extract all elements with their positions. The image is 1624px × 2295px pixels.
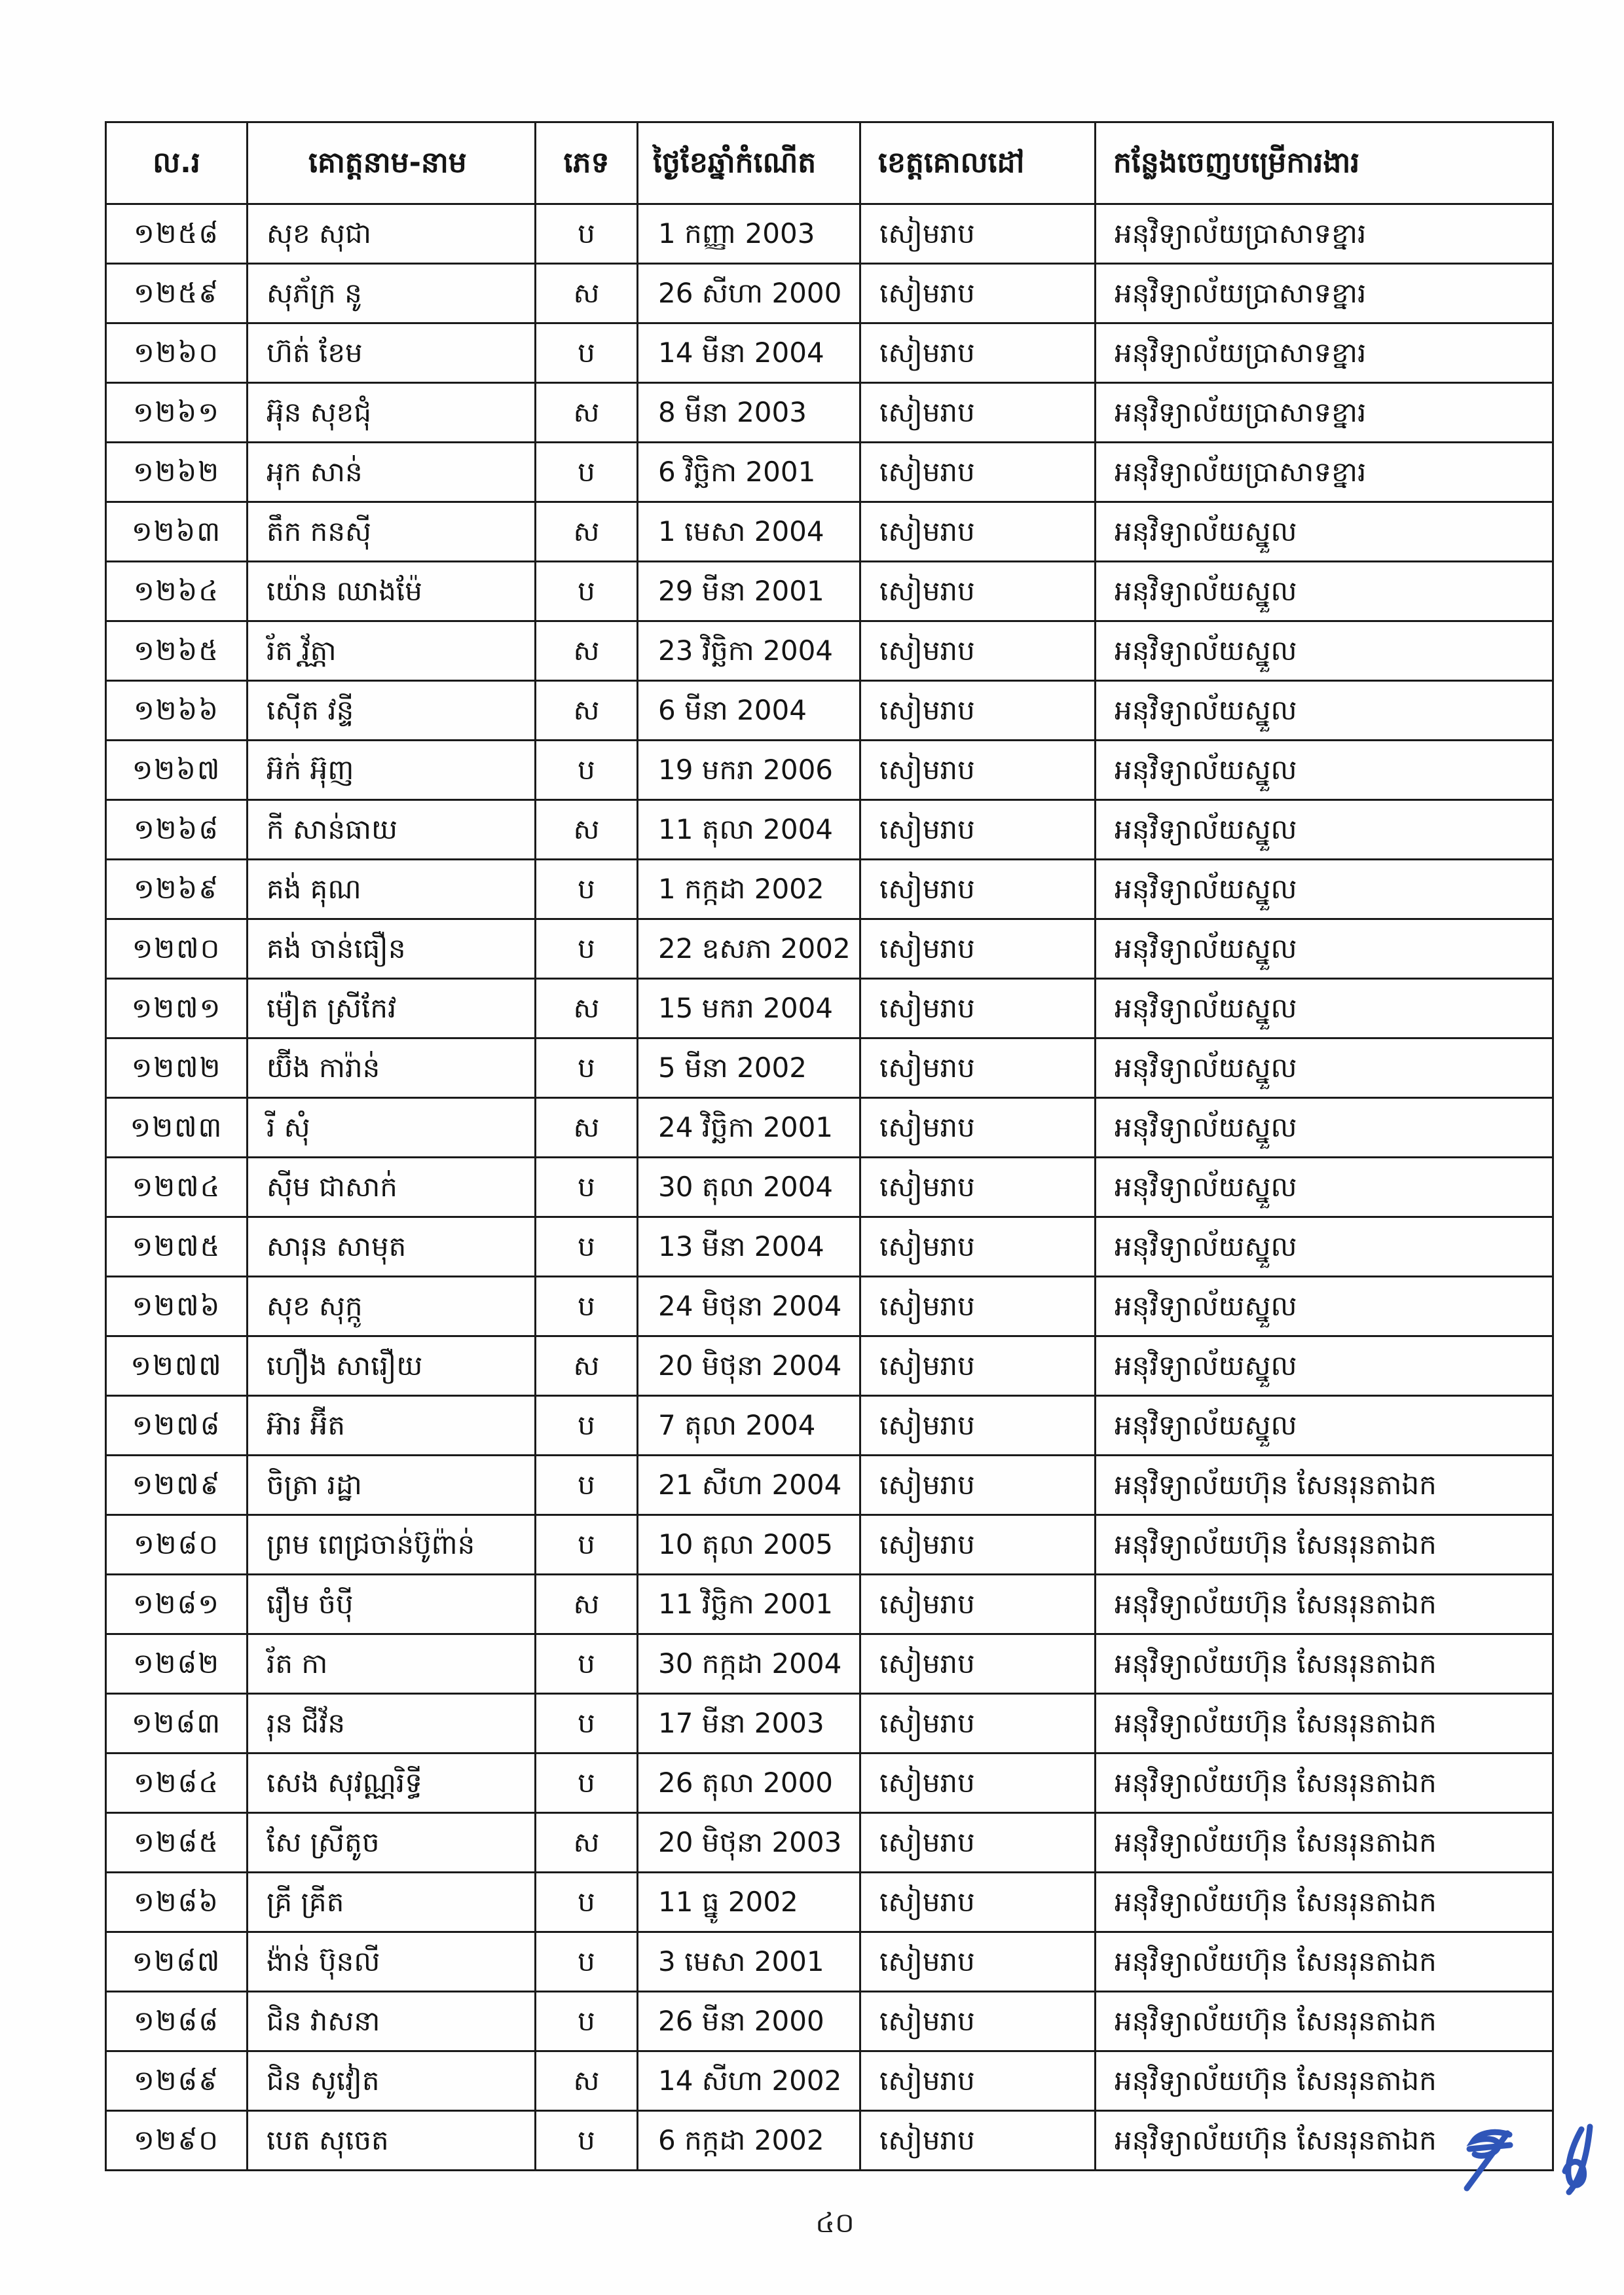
- row-dob-cell: 26 តុលា 2000: [638, 1753, 860, 1813]
- row-name-cell: ហ៊ត់ ខែម: [248, 323, 536, 383]
- table-row: [106, 1277, 1553, 1336]
- row-province-cell: សៀមរាប: [860, 443, 1096, 502]
- table-row: [106, 1038, 1553, 1098]
- row-workplace-cell: អនុវិទ្យាល័យហ៊ុន សែនរុនតាឯក: [1096, 1932, 1553, 1992]
- table-row: [106, 1217, 1553, 1277]
- row-province-cell: សៀមរាប: [860, 1753, 1096, 1813]
- row-province-cell: សៀមរាប: [860, 1038, 1096, 1098]
- row-no-cell: ១២៥៨: [106, 204, 248, 264]
- row-name-cell: ព្រម ពេជ្រចាន់ប៊ូព៉ាន់: [248, 1515, 536, 1575]
- row-no-cell: ១២៨៥: [106, 1813, 248, 1873]
- row-dob-cell: 30 កក្កដា 2004: [638, 1634, 860, 1694]
- table-row: [106, 1336, 1553, 1396]
- row-province-cell: សៀមរាប: [860, 1575, 1096, 1634]
- row-no-cell: ១២៦៦: [106, 681, 248, 741]
- row-no-cell: ១២៦៣: [106, 502, 248, 562]
- row-gender-cell: ប: [536, 919, 638, 979]
- row-dob-cell: 11 វិច្ឆិកា 2001: [638, 1575, 860, 1634]
- row-province-cell: សៀមរាប: [860, 1158, 1096, 1217]
- table-row: [106, 204, 1553, 264]
- row-no-cell: ១២៧៣: [106, 1098, 248, 1158]
- row-name-cell: រុន ជីវ័ន: [248, 1694, 536, 1753]
- row-province-cell: សៀមរាប: [860, 979, 1096, 1038]
- table-row: [106, 1694, 1553, 1753]
- row-name-cell: អ៊ុន សុខជុំ: [248, 383, 536, 443]
- row-dob-cell: 26 មីនា 2000: [638, 1992, 860, 2051]
- row-gender-cell: ស: [536, 979, 638, 1038]
- row-gender-cell: ស: [536, 800, 638, 860]
- row-no-cell: ១២៨៧: [106, 1932, 248, 1992]
- row-no-cell: ១២៨៣: [106, 1694, 248, 1753]
- row-workplace-cell: អនុវិទ្យាល័យស្នួល: [1096, 1038, 1553, 1098]
- header-gender: ភេទ: [536, 122, 638, 204]
- row-gender-cell: ស: [536, 1336, 638, 1396]
- row-province-cell: សៀមរាប: [860, 2051, 1096, 2111]
- row-gender-cell: ប: [536, 1753, 638, 1813]
- row-no-cell: ១២៦៥: [106, 621, 248, 681]
- table-row: [106, 443, 1553, 502]
- row-dob-cell: 6 វិច្ឆិកា 2001: [638, 443, 860, 502]
- row-name-cell: ចិត្រា រដ្ឋា: [248, 1456, 536, 1515]
- row-province-cell: សៀមរាប: [860, 323, 1096, 383]
- row-no-cell: ១២៦១: [106, 383, 248, 443]
- row-workplace-cell: អនុវិទ្យាល័យហ៊ុន សែនរុនតាឯក: [1096, 1813, 1553, 1873]
- row-gender-cell: ស: [536, 1813, 638, 1873]
- row-no-cell: ១២៨២: [106, 1634, 248, 1694]
- row-dob-cell: 3 មេសា 2001: [638, 1932, 860, 1992]
- row-province-cell: សៀមរាប: [860, 1396, 1096, 1456]
- row-name-cell: សេង សុវណ្ណរិទ្ធី: [248, 1753, 536, 1813]
- row-workplace-cell: អនុវិទ្យាល័យស្នួល: [1096, 502, 1553, 562]
- table-row: [106, 1813, 1553, 1873]
- header-workplace: កន្លែងចេញបម្រើការងារ: [1096, 122, 1553, 204]
- row-workplace-cell: អនុវិទ្យាល័យស្នួល: [1096, 562, 1553, 621]
- row-no-cell: ១២៧៤: [106, 1158, 248, 1217]
- row-name-cell: អុក សាន់: [248, 443, 536, 502]
- row-gender-cell: ស: [536, 621, 638, 681]
- row-no-cell: ១២៨០: [106, 1515, 248, 1575]
- table-row: [106, 919, 1553, 979]
- row-workplace-cell: អនុវិទ្យាល័យស្នួល: [1096, 1158, 1553, 1217]
- row-name-cell: ជិន វាសនា: [248, 1992, 536, 2051]
- row-province-cell: សៀមរាប: [860, 1634, 1096, 1694]
- row-workplace-cell: អនុវិទ្យាល័យហ៊ុន សែនរុនតាឯក: [1096, 1873, 1553, 1932]
- table-row: [106, 2051, 1553, 2111]
- table-row: [106, 1158, 1553, 1217]
- row-gender-cell: ប: [536, 1873, 638, 1932]
- row-no-cell: ១២៧០: [106, 919, 248, 979]
- row-dob-cell: 1 កញ្ញា 2003: [638, 204, 860, 264]
- row-workplace-cell: អនុវិទ្យាល័យស្នួល: [1096, 1098, 1553, 1158]
- row-province-cell: សៀមរាប: [860, 800, 1096, 860]
- row-gender-cell: ស: [536, 681, 638, 741]
- row-workplace-cell: អនុវិទ្យាល័យស្នួល: [1096, 1396, 1553, 1456]
- row-name-cell: សារុន សាមុត: [248, 1217, 536, 1277]
- row-province-cell: សៀមរាប: [860, 919, 1096, 979]
- row-workplace-cell: អនុវិទ្យាល័យស្នួល: [1096, 1277, 1553, 1336]
- row-workplace-cell: អនុវិទ្យាល័យហ៊ុន សែនរុនតាឯក: [1096, 1515, 1553, 1575]
- row-gender-cell: ប: [536, 1396, 638, 1456]
- row-dob-cell: 6 មីនា 2004: [638, 681, 860, 741]
- row-gender-cell: ប: [536, 1634, 638, 1694]
- table-row: [106, 562, 1553, 621]
- row-province-cell: សៀមរាប: [860, 2111, 1096, 2171]
- row-province-cell: សៀមរាប: [860, 1515, 1096, 1575]
- row-dob-cell: 24 មិថុនា 2004: [638, 1277, 860, 1336]
- row-no-cell: ១២៦៧: [106, 741, 248, 800]
- row-name-cell: អ៊ារ អ៊ីត: [248, 1396, 536, 1456]
- row-province-cell: សៀមរាប: [860, 1277, 1096, 1336]
- table-row: [106, 2111, 1553, 2171]
- row-no-cell: ១២៦៩: [106, 860, 248, 919]
- row-dob-cell: 21 សីហា 2004: [638, 1456, 860, 1515]
- header-name: គោត្តនាម-នាម: [248, 122, 536, 204]
- row-gender-cell: ប: [536, 741, 638, 800]
- row-gender-cell: ស: [536, 502, 638, 562]
- table-row: [106, 1396, 1553, 1456]
- row-name-cell: គង់ គុណ: [248, 860, 536, 919]
- row-no-cell: ១២៧៧: [106, 1336, 248, 1396]
- row-no-cell: ១២៦៨: [106, 800, 248, 860]
- row-workplace-cell: អនុវិទ្យាល័យហ៊ុន សែនរុនតាឯក: [1096, 1753, 1553, 1813]
- row-gender-cell: ស: [536, 1098, 638, 1158]
- row-workplace-cell: អនុវិទ្យាល័យស្នួល: [1096, 919, 1553, 979]
- table-row: [106, 621, 1553, 681]
- row-gender-cell: ប: [536, 1515, 638, 1575]
- row-workplace-cell: អនុវិទ្យាល័យស្នួល: [1096, 1336, 1553, 1396]
- row-workplace-cell: អនុវិទ្យាល័យស្នួល: [1096, 1217, 1553, 1277]
- row-gender-cell: ប: [536, 443, 638, 502]
- row-province-cell: សៀមរាប: [860, 860, 1096, 919]
- row-dob-cell: 24 វិច្ឆិកា 2001: [638, 1098, 860, 1158]
- table-row: [106, 1753, 1553, 1813]
- row-name-cell: ស៊ើត វន្ទី: [248, 681, 536, 741]
- row-workplace-cell: អនុវិទ្យាល័យហ៊ុន សែនរុនតាឯក: [1096, 1634, 1553, 1694]
- row-gender-cell: ស: [536, 264, 638, 323]
- row-name-cell: តឹក កនសុី: [248, 502, 536, 562]
- row-workplace-cell: អនុវិទ្យាល័យស្នួល: [1096, 621, 1553, 681]
- row-workplace-cell: អនុវិទ្យាល័យហ៊ុន សែនរុនតាឯក: [1096, 1992, 1553, 2051]
- table-row: [106, 1873, 1553, 1932]
- header-dob: ថ្ងៃខែឆ្នាំកំណើត: [638, 122, 860, 204]
- row-no-cell: ១២៧២: [106, 1038, 248, 1098]
- row-workplace-cell: អនុវិទ្យាល័យហ៊ុន សែនរុនតាឯក: [1096, 2111, 1553, 2171]
- row-no-cell: ១២៨៤: [106, 1753, 248, 1813]
- row-gender-cell: ប: [536, 2111, 638, 2171]
- row-name-cell: ជិន សូវៀត: [248, 2051, 536, 2111]
- table-row: [106, 1575, 1553, 1634]
- row-province-cell: សៀមរាប: [860, 681, 1096, 741]
- page-number: ៤០: [815, 2207, 855, 2239]
- table-row: [106, 1098, 1553, 1158]
- row-province-cell: សៀមរាប: [860, 1456, 1096, 1515]
- row-province-cell: សៀមរាប: [860, 1932, 1096, 1992]
- row-no-cell: ១២៨១: [106, 1575, 248, 1634]
- table-row: [106, 1456, 1553, 1515]
- row-dob-cell: 11 ធ្នូ 2002: [638, 1873, 860, 1932]
- row-name-cell: គ្រី គ្រីត: [248, 1873, 536, 1932]
- row-province-cell: សៀមរាប: [860, 204, 1096, 264]
- row-no-cell: ១២៧៦: [106, 1277, 248, 1336]
- row-workplace-cell: អនុវិទ្យាល័យប្រាសាទខ្នារ: [1096, 204, 1553, 264]
- row-province-cell: សៀមរាប: [860, 1336, 1096, 1396]
- table-header: [106, 122, 1553, 204]
- row-gender-cell: ប: [536, 1932, 638, 1992]
- row-workplace-cell: អនុវិទ្យាល័យស្នួល: [1096, 800, 1553, 860]
- row-no-cell: ១២៩០: [106, 2111, 248, 2171]
- header-province: ខេត្តគោលដៅ: [860, 122, 1096, 204]
- row-workplace-cell: អនុវិទ្យាល័យប្រាសាទខ្នារ: [1096, 443, 1553, 502]
- row-province-cell: សៀមរាប: [860, 1873, 1096, 1932]
- table-row: [106, 1992, 1553, 2051]
- row-workplace-cell: អនុវិទ្យាល័យហ៊ុន សែនរុនតាឯក: [1096, 1456, 1553, 1515]
- row-name-cell: សែ ស្រីតូច: [248, 1813, 536, 1873]
- row-gender-cell: ប: [536, 204, 638, 264]
- row-gender-cell: ប: [536, 1992, 638, 2051]
- row-dob-cell: 7 តុលា 2004: [638, 1396, 860, 1456]
- row-gender-cell: ប: [536, 1038, 638, 1098]
- table-row: [106, 681, 1553, 741]
- row-dob-cell: 19 មករា 2006: [638, 741, 860, 800]
- row-dob-cell: 6 កក្កដា 2002: [638, 2111, 860, 2171]
- signature-ink: [1447, 2115, 1611, 2213]
- row-province-cell: សៀមរាប: [860, 562, 1096, 621]
- row-workplace-cell: អនុវិទ្យាល័យស្នួល: [1096, 979, 1553, 1038]
- personnel-table: [105, 121, 1554, 2171]
- row-name-cell: សុភ័ក្រ នូ: [248, 264, 536, 323]
- table-row: [106, 860, 1553, 919]
- table-row: [106, 383, 1553, 443]
- row-dob-cell: 5 មីនា 2002: [638, 1038, 860, 1098]
- row-gender-cell: ប: [536, 1277, 638, 1336]
- row-dob-cell: 13 មីនា 2004: [638, 1217, 860, 1277]
- row-workplace-cell: អនុវិទ្យាល័យប្រាសាទខ្នារ: [1096, 383, 1553, 443]
- row-dob-cell: 1 កក្កដា 2002: [638, 860, 860, 919]
- row-no-cell: ១២៨៦: [106, 1873, 248, 1932]
- table-row: [106, 1515, 1553, 1575]
- row-gender-cell: ប: [536, 1158, 638, 1217]
- row-province-cell: សៀមរាប: [860, 383, 1096, 443]
- row-province-cell: សៀមរាប: [860, 1098, 1096, 1158]
- row-workplace-cell: អនុវិទ្យាល័យស្នួល: [1096, 741, 1553, 800]
- row-dob-cell: 10 តុលា 2005: [638, 1515, 860, 1575]
- row-name-cell: សុខ សុជា: [248, 204, 536, 264]
- row-gender-cell: ប: [536, 562, 638, 621]
- row-province-cell: សៀមរាប: [860, 264, 1096, 323]
- row-name-cell: រី សុំ: [248, 1098, 536, 1158]
- row-name-cell: គង់ ចាន់ធឿន: [248, 919, 536, 979]
- row-name-cell: យ៉ោន ឈាងម៉ែ: [248, 562, 536, 621]
- row-dob-cell: 26 សីហា 2000: [638, 264, 860, 323]
- row-no-cell: ១២៧៨: [106, 1396, 248, 1456]
- row-no-cell: ១២៧៩: [106, 1456, 248, 1515]
- table-body: [106, 204, 1553, 2171]
- row-dob-cell: 14 សីហា 2002: [638, 2051, 860, 2111]
- row-name-cell: ម៉ៀត ស្រីកែវ: [248, 979, 536, 1038]
- header-row: [106, 122, 1553, 204]
- row-name-cell: អ៊ក់ អ៊ុញ: [248, 741, 536, 800]
- row-province-cell: សៀមរាប: [860, 1992, 1096, 2051]
- row-gender-cell: ប: [536, 860, 638, 919]
- row-dob-cell: 20 មិថុនា 2004: [638, 1336, 860, 1396]
- row-no-cell: ១២៨៨: [106, 1992, 248, 2051]
- row-province-cell: សៀមរាប: [860, 741, 1096, 800]
- row-name-cell: សុខ សុក្កូ: [248, 1277, 536, 1336]
- row-gender-cell: ស: [536, 1575, 638, 1634]
- row-province-cell: សៀមរាប: [860, 1217, 1096, 1277]
- row-workplace-cell: អនុវិទ្យាល័យប្រាសាទខ្នារ: [1096, 323, 1553, 383]
- row-name-cell: រ័ត វ័ត្ណា: [248, 621, 536, 681]
- row-dob-cell: 30 តុលា 2004: [638, 1158, 860, 1217]
- row-name-cell: រ័ត កា: [248, 1634, 536, 1694]
- table-row: [106, 741, 1553, 800]
- row-gender-cell: ប: [536, 1456, 638, 1515]
- row-workplace-cell: អនុវិទ្យាល័យហ៊ុន សែនរុនតាឯក: [1096, 1575, 1553, 1634]
- table-row: [106, 800, 1553, 860]
- table-row: [106, 502, 1553, 562]
- row-workplace-cell: អនុវិទ្យាល័យហ៊ុន សែនរុនតាឯក: [1096, 1694, 1553, 1753]
- row-province-cell: សៀមរាប: [860, 621, 1096, 681]
- row-name-cell: រឿម ចំប៉ី: [248, 1575, 536, 1634]
- row-dob-cell: 23 វិច្ឆិកា 2004: [638, 621, 860, 681]
- table-row: [106, 264, 1553, 323]
- row-no-cell: ១២៦០: [106, 323, 248, 383]
- header-no: ល.រ: [106, 122, 248, 204]
- row-no-cell: ១២៨៩: [106, 2051, 248, 2111]
- row-name-cell: កី សាន់ធាយ: [248, 800, 536, 860]
- row-dob-cell: 15 មករា 2004: [638, 979, 860, 1038]
- row-gender-cell: ប: [536, 1694, 638, 1753]
- row-workplace-cell: អនុវិទ្យាល័យស្នួល: [1096, 860, 1553, 919]
- row-dob-cell: 22 ឧសភា 2002: [638, 919, 860, 979]
- row-dob-cell: 17 មីនា 2003: [638, 1694, 860, 1753]
- row-gender-cell: ស: [536, 2051, 638, 2111]
- row-no-cell: ១២៧៥: [106, 1217, 248, 1277]
- row-province-cell: សៀមរាប: [860, 1813, 1096, 1873]
- table-row: [106, 979, 1553, 1038]
- row-name-cell: ង៉ាន់ ប៊ុនលី: [248, 1932, 536, 1992]
- row-no-cell: ១២៦៤: [106, 562, 248, 621]
- row-name-cell: ស៊ីម ជាសាក់: [248, 1158, 536, 1217]
- row-dob-cell: 8 មីនា 2003: [638, 383, 860, 443]
- row-no-cell: ១២៦២: [106, 443, 248, 502]
- table-row: [106, 1932, 1553, 1992]
- row-gender-cell: ប: [536, 323, 638, 383]
- row-workplace-cell: អនុវិទ្យាល័យប្រាសាទខ្នារ: [1096, 264, 1553, 323]
- row-dob-cell: 29 មីនា 2001: [638, 562, 860, 621]
- row-gender-cell: ស: [536, 383, 638, 443]
- row-no-cell: ១២៧១: [106, 979, 248, 1038]
- row-workplace-cell: អនុវិទ្យាល័យស្នួល: [1096, 681, 1553, 741]
- row-name-cell: បេត សុចេត: [248, 2111, 536, 2171]
- row-dob-cell: 1 មេសា 2004: [638, 502, 860, 562]
- row-name-cell: ហឿង សារឿយ: [248, 1336, 536, 1396]
- row-workplace-cell: អនុវិទ្យាល័យហ៊ុន សែនរុនតាឯក: [1096, 2051, 1553, 2111]
- row-province-cell: សៀមរាប: [860, 502, 1096, 562]
- row-gender-cell: ប: [536, 1217, 638, 1277]
- row-dob-cell: 20 មិថុនា 2003: [638, 1813, 860, 1873]
- row-name-cell: យ៊ីង ការ៉ាន់: [248, 1038, 536, 1098]
- row-no-cell: ១២៥៩: [106, 264, 248, 323]
- row-province-cell: សៀមរាប: [860, 1694, 1096, 1753]
- row-dob-cell: 11 តុលា 2004: [638, 800, 860, 860]
- table-row: [106, 1634, 1553, 1694]
- row-dob-cell: 14 មីនា 2004: [638, 323, 860, 383]
- table-row: [106, 323, 1553, 383]
